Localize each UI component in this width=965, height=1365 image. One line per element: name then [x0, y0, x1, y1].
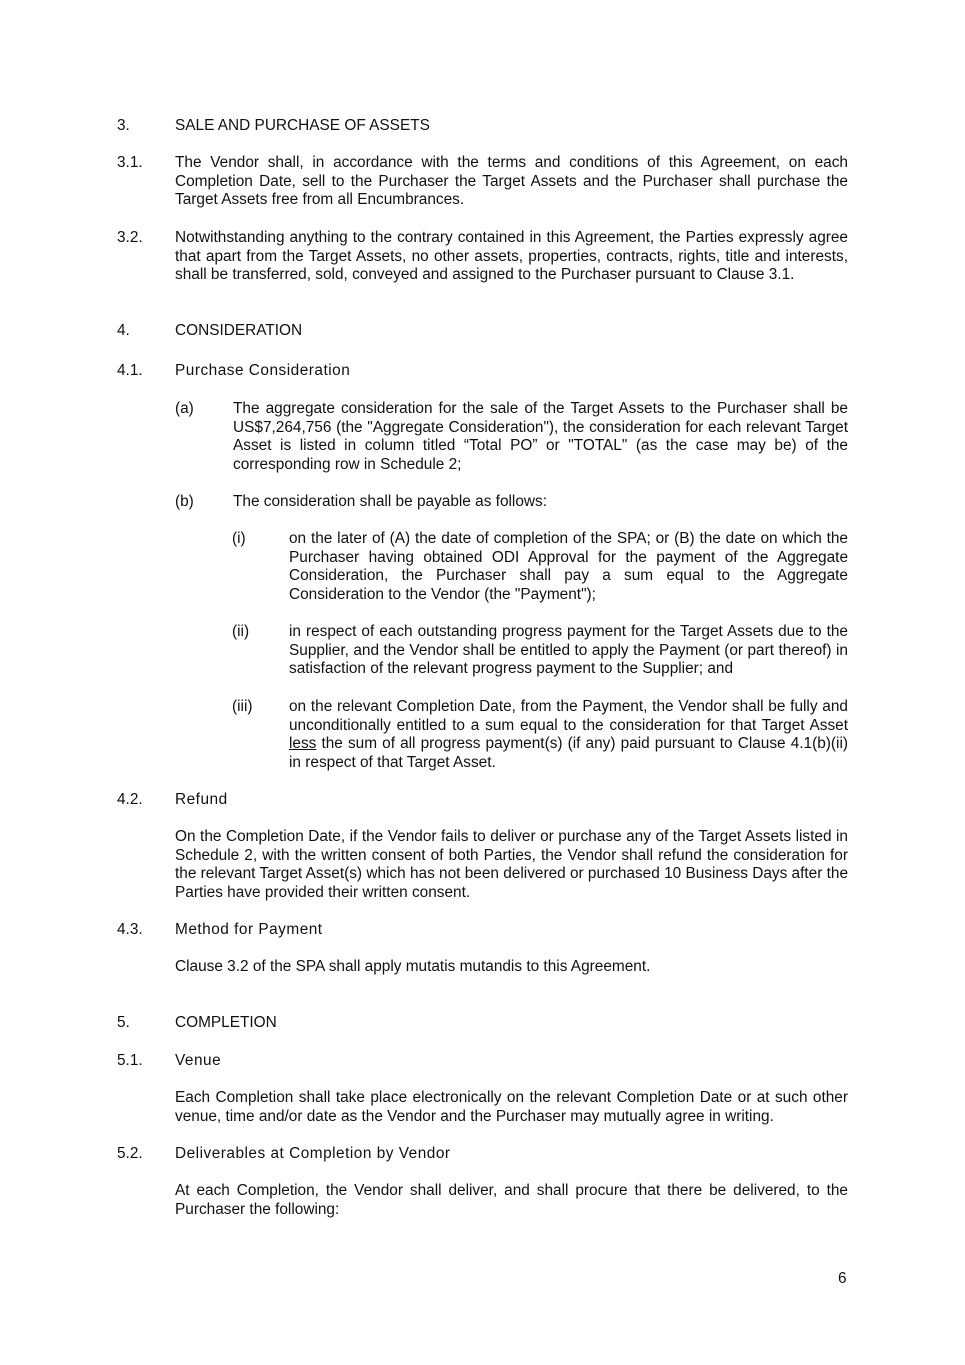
clause-number: 4.3. [117, 921, 143, 938]
clause-text: The Vendor shall, in accordance with the terms and conditions of this Agreement, on each Completion Date, sell to the Purchaser the Target Assets and the Purchaser shall purchase the Target Assets free from all Encumbrances. [175, 154, 848, 209]
clause-text: At each Completion, the Vendor shall deliver, and shall procure that there be delivered, to the Purchaser the following: [175, 1182, 848, 1218]
item-text: on the later of (A) the date of completion of the SPA; or (B) the date on which the Purchaser having obtained ODI Approval for the payment of the Aggregate Consideration, the Purchaser shall pay a sum equal to the Aggregate Consideration to the Vendor (the "Payment"); [289, 530, 848, 604]
section-title: SALE AND PURCHASE OF ASSETS [175, 117, 430, 134]
clause-text: Notwithstanding anything to the contrary contained in this Agreement, the Parties expressly agree that apart from the Target Assets, no other assets, properties, contracts, rights, title and interests, shall be transferred, sold, conveyed and assigned to the Purchaser pursuant to Clause 3.1. [175, 229, 848, 284]
item-text-before: on the relevant Completion Date, from the Payment, the Vendor shall be fully and unconditionally entitled to a sum equal to the consideration for that Target Asset [289, 698, 848, 734]
clause-number: 4.2. [117, 791, 143, 808]
item-text: in respect of each outstanding progress payment for the Target Assets due to the Supplier, and the Vendor shall be entitled to apply the Payment (or part thereof) in satisfaction of the relevant progress payment to the Supplier; and [289, 623, 848, 678]
clause-number: 5.1. [117, 1052, 143, 1069]
paragraph-label: (b) [175, 493, 194, 510]
item-label: (ii) [232, 623, 250, 640]
clause-title: Purchase Consideration [175, 362, 351, 379]
section-number: 3. [117, 117, 130, 134]
clause-text: Clause 3.2 of the SPA shall apply mutatis mutandis to this Agreement. [175, 958, 651, 975]
paragraph-text: The aggregate consideration for the sale of the Target Assets to the Purchaser shall be US$7,264,756 (the "Aggregate Consideration"), the consideration for each relevant Target Asset is listed in column titled “Total PO” or "TOTAL" (as the case may be) of the corresponding row in Schedule 2; [233, 400, 848, 474]
item-label: (i) [232, 530, 246, 547]
clause-number: 3.2. [117, 229, 143, 246]
clause-text: On the Completion Date, if the Vendor fails to deliver or purchase any of the Target Assets listed in Schedule 2, with the written consent of both Parties, the Vendor shall refund the consideration for the relevant Target Asset(s) which has not been delivered or purchased 10 Business Days after the Parties have provided their written consent. [175, 828, 849, 902]
clause-number: 3.1. [117, 154, 143, 171]
clause-title: Method for Payment [175, 921, 323, 938]
underlined-word: less [289, 735, 317, 753]
clause-title: Venue [175, 1052, 222, 1069]
clause-title: Refund [175, 791, 228, 808]
item-text [289, 698, 848, 773]
paragraph-text: The consideration shall be payable as follows: [233, 493, 547, 510]
clause-title: Deliverables at Completion by Vendor [175, 1145, 451, 1162]
clause-number: 5.2. [117, 1145, 143, 1162]
clause-text: Each Completion shall take place electronically on the relevant Completion Date or at such other venue, time and/or date as the Vendor and the Purchaser may mutually agree in writing. [175, 1089, 848, 1125]
section-title: CONSIDERATION [175, 322, 303, 339]
item-text-after: the sum of all progress payment(s) (if any) paid pursuant to Clause 4.1(b)(ii) in respect of that Target Asset. [289, 735, 848, 772]
section-number: 5. [117, 1014, 130, 1031]
clause-number: 4.1. [117, 362, 143, 379]
section-title: COMPLETION [175, 1014, 277, 1031]
item-label: (iii) [232, 698, 253, 715]
paragraph-label: (a) [175, 400, 194, 417]
section-number: 4. [117, 322, 130, 339]
page-number: 6 [838, 1270, 847, 1287]
